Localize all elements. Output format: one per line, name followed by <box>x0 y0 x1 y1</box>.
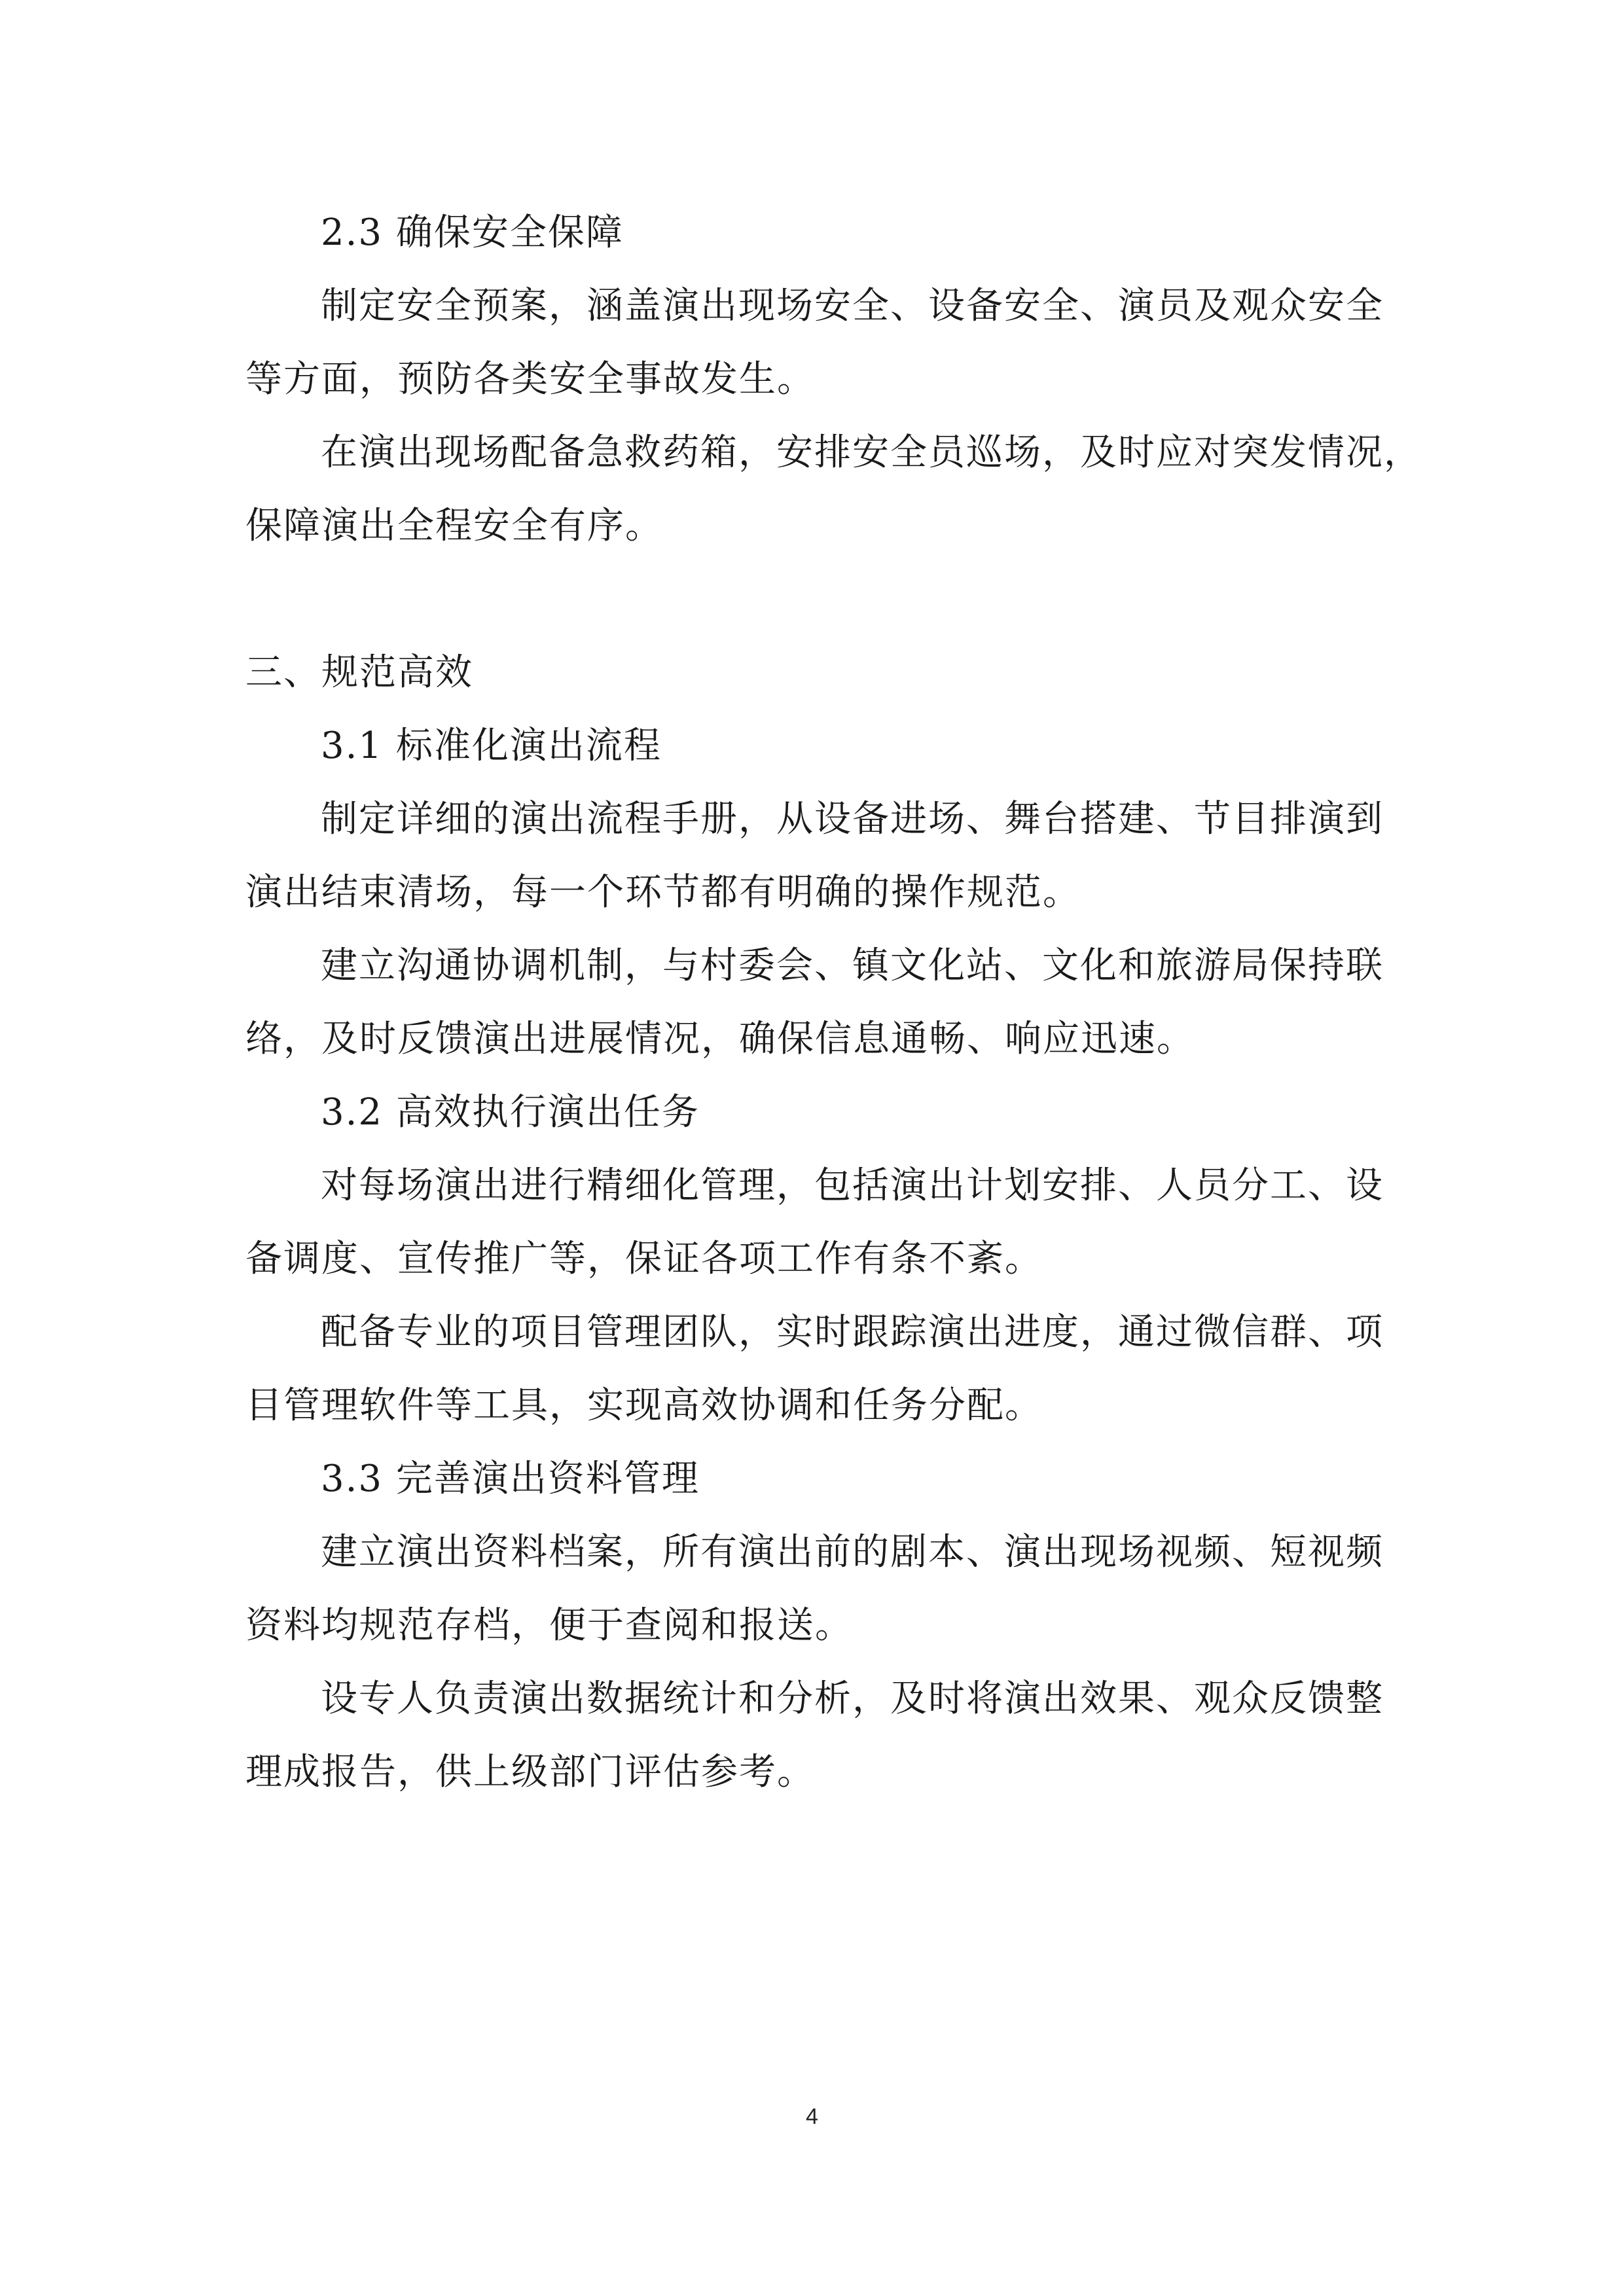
document-body <box>245 196 1422 1809</box>
paragraph-line: 对每场演出进行精细化管理，包括演出计划安排、人员分工、设 <box>321 1164 1384 1207</box>
subsection-heading-2-3: 2.3 确保安全保障 <box>321 211 624 254</box>
paragraph-line: 制定安全预案，涵盖演出现场安全、设备安全、演员及观众安全 <box>321 285 1384 327</box>
paragraph-line: 目管理软件等工具，实现高效协调和任务分配。 <box>245 1384 1043 1427</box>
paragraph-line: 建立沟通协调机制，与村委会、镇文化站、文化和旅游局保持联 <box>321 944 1384 987</box>
subsection-heading-3-2: 3.2 高效执行演出任务 <box>321 1091 700 1134</box>
paragraph-line: 制定详细的演出流程手册，从设备进场、舞台搭建、节目排演到 <box>321 798 1384 840</box>
paragraph-line: 络，及时反馈演出进展情况，确保信息通畅、响应迅速。 <box>245 1018 1195 1060</box>
paragraph-line: 演出结束清场，每一个环节都有明确的操作规范。 <box>245 871 1081 914</box>
page-number: 4 <box>806 2104 818 2129</box>
paragraph-line: 备调度、宣传推广等，保证各项工作有条不紊。 <box>245 1238 1043 1280</box>
paragraph-line: 等方面，预防各类安全事故发生。 <box>245 358 815 401</box>
paragraph-line: 配备专业的项目管理团队，实时跟踪演出进度，通过微信群、项 <box>321 1311 1384 1354</box>
paragraph-line: 保障演出全程安全有序。 <box>245 505 663 547</box>
section-heading-3: 三、规范高效 <box>245 651 473 694</box>
paragraph-line: 在演出现场配备急救药箱，安排安全员巡场，及时应对突发情况， <box>321 431 1422 474</box>
paragraph-line: 理成报告，供上级部门评估参考。 <box>245 1751 815 1793</box>
paragraph-line: 建立演出资料档案，所有演出前的剧本、演出现场视频、短视频 <box>321 1531 1384 1573</box>
paragraph-line: 设专人负责演出数据统计和分析，及时将演出效果、观众反馈整 <box>321 1677 1384 1720</box>
section-spacer <box>245 563 1384 636</box>
subsection-heading-3-1: 3.1 标准化演出流程 <box>321 725 662 767</box>
paragraph-line: 资料均规范存档，便于查阅和报送。 <box>245 1604 853 1647</box>
subsection-heading-3-3: 3.3 完善演出资料管理 <box>321 1458 700 1500</box>
